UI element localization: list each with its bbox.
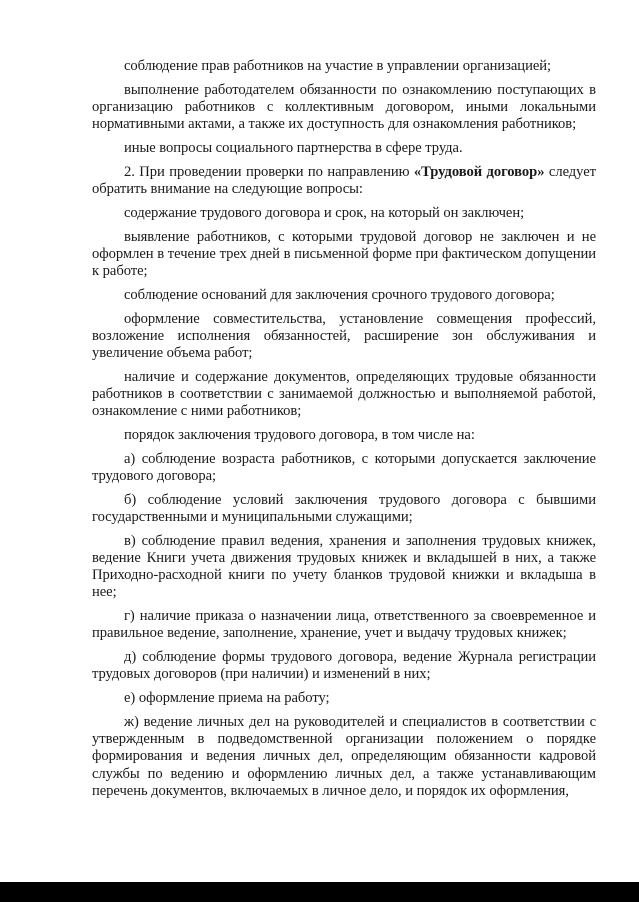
list-item-d: д) соблюдение формы трудового договора, ведение Журнала регистрации трудовых договоров (при наличии) и изменений в них; bbox=[92, 649, 596, 683]
paragraph-part-time: оформление совместительства, установление совмещения профессий, возложение исполнения обязанностей, расширение зон обслуживания и увеличение объема работ; bbox=[92, 310, 596, 361]
list-item-g: г) наличие приказа о назначении лица, ответственного за своевременное и правильное ведение, заполнение, хранение, учет и выдачу трудовых книжек; bbox=[92, 608, 596, 642]
list-item-e: е) оформление приема на работу; bbox=[124, 690, 330, 707]
paragraph-employer-familiarization: выполнение работодателем обязанности по ознакомлению поступающих в организацию работников с коллективным договором, иными локальными нормативными актами, а также их доступность для ознакомления работников; bbox=[92, 81, 596, 133]
paragraph-job-documents: наличие и содержание документов, определяющих трудовые обязанности работников в соответствии с занимаемой должностью и выполняемой работой, ознакомление с ними работников; bbox=[92, 368, 596, 420]
paragraph-unsigned-contracts: выявление работников, с которыми трудовой договор не заключен и не оформлен в течение трех дней в письменной форме при фактическом допущении к работе; bbox=[92, 228, 596, 279]
list-item-b: б) соблюдение условий заключения трудового договора с бывшими государственными и муниципальными служащими; bbox=[92, 491, 596, 525]
section-2-title: «Трудовой договор» bbox=[413, 163, 545, 180]
paragraph-social-partnership: иные вопросы социального партнерства в сфере труда. bbox=[124, 140, 463, 156]
list-item-v: в) соблюдение правил ведения, хранения и заполнения трудовых книжек, ведение Книги учета движения трудовых книжек и вкладышей в них, а также Приходно-расходной книги по учету бланков трудовой книжки и вкладыша в нее; bbox=[92, 532, 596, 601]
paragraph-contract-procedure: порядок заключения трудового договора, в том числе на: bbox=[124, 427, 475, 443]
paragraph-employee-participation: соблюдение прав работников на участие в управлении организацией; bbox=[124, 58, 552, 74]
paragraph-fixed-term-grounds: соблюдение оснований для заключения срочного трудового договора; bbox=[124, 286, 555, 303]
section-2-outro: следует обратить внимание на следующие вопросы: bbox=[92, 163, 596, 197]
list-item-zh: ж) ведение личных дел на руководителей и специалистов в соответствии с утвержденным в подведомственной организации положением о порядке формирования и ведения личных дел, определяющим обязанности кадровой службы по ведению и оформлению личных дел, а также устанавливающим перечень документов, включаемых в личное дело, и порядок их оформления, bbox=[92, 714, 596, 799]
list-item-a: а) соблюдение возраста работников, с которыми допускается заключение трудового договора; bbox=[92, 450, 596, 484]
paragraph-section-2-heading bbox=[92, 164, 596, 198]
scan-bottom-edge bbox=[0, 882, 639, 902]
document-body bbox=[92, 58, 596, 807]
paragraph-contract-content: содержание трудового договора и срок, на который он заключен; bbox=[124, 204, 525, 221]
section-2-intro: 2. При проведении проверки по направлению bbox=[124, 163, 414, 180]
